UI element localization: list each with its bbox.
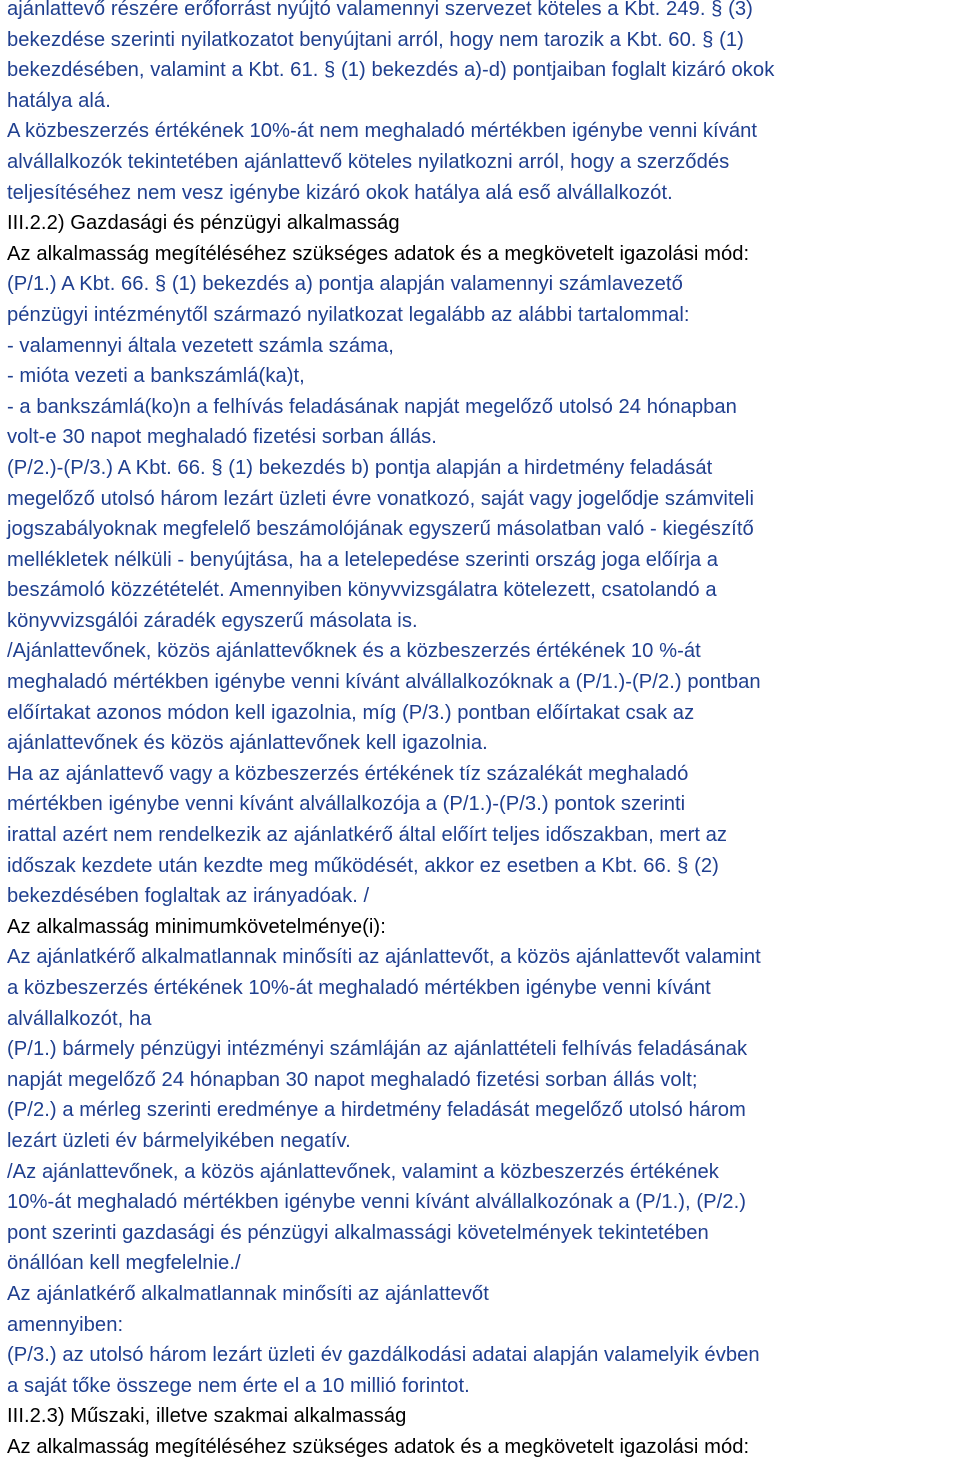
body-text-line: Az ajánlatkérő alkalmatlannak minősíti az ajánlattevőt: [7, 1282, 489, 1305]
body-text-line: volt-e 30 napot meghaladó fizetési sorban állás.: [7, 426, 437, 449]
body-text-line: bekezdésében, valamint a Kbt. 61. § (1) bekezdés a)-d) pontjaiban foglalt kizáró okok: [7, 59, 775, 82]
body-text-line: megelőző utolsó három lezárt üzleti évre vonatkozó, saját vagy jogelődje számviteli: [7, 487, 754, 510]
body-text-line: a saját tőke összege nem érte el a 10 millió forintot.: [7, 1374, 470, 1397]
body-text-line: /Ajánlattevőnek, közös ajánlattevőknek és a közbeszerzés értékének 10 %-át: [7, 640, 701, 663]
body-text-line: 10%-át meghaladó mértékben igénybe venni kívánt alvállalkozónak a (P/1.), (P/2.): [7, 1191, 746, 1214]
body-text-line: (P/3.) az utolsó három lezárt üzleti év gazdálkodási adatai alapján valamelyik évben: [7, 1344, 760, 1367]
body-text-line: időszak kezdete után kezdte meg működését, akkor ez esetben a Kbt. 66. § (2): [7, 854, 719, 877]
body-text-line: beszámoló közzétételét. Amennyiben könyvvizsgálatra kötelezett, csatolandó a: [7, 579, 717, 602]
body-text-line: meghaladó mértékben igénybe venni kívánt alvállalkozóknak a (P/1.)-(P/2.) pontban: [7, 671, 761, 694]
body-text-line: hatálya alá.: [7, 89, 111, 112]
body-text-line: pénzügyi intézménytől származó nyilatkozat legalább az alábbi tartalommal:: [7, 303, 690, 326]
document-page: [7, 0, 957, 1463]
body-text-line: ajánlattevőnek és közös ajánlattevőnek kell igazolnia.: [7, 732, 488, 755]
body-text-line: ajánlattevő részére erőforrást nyújtó valamennyi szervezet köteles a Kbt. 249. § (3): [7, 0, 753, 20]
body-text-line: (P/1.) A Kbt. 66. § (1) bekezdés a) pontja alapján valamennyi számlavezető: [7, 273, 683, 296]
section-heading-line: Az alkalmasság megítéléséhez szükséges adatok és a megkövetelt igazolási mód:: [7, 1435, 750, 1458]
body-text-line: önállóan kell megfelelnie./: [7, 1252, 241, 1275]
body-text-line: - mióta vezeti a bankszámlá(ka)t,: [7, 365, 305, 388]
body-text-line: Az ajánlatkérő alkalmatlannak minősíti az ajánlattevőt, a közös ajánlattevőt valamint: [7, 946, 761, 969]
body-text-line: bekezdése szerinti nyilatkozatot benyújtani arról, hogy nem tarozik a Kbt. 60. § (1): [7, 28, 744, 51]
body-text-line: (P/1.) bármely pénzügyi intézményi számláján az ajánlattételi felhívás feladásának: [7, 1038, 748, 1061]
body-text-line: /Az ajánlattevőnek, a közös ajánlattevőnek, valamint a közbeszerzés értékének: [7, 1160, 719, 1183]
body-text-line: - a bankszámlá(ko)n a felhívás feladásának napját megelőző utolsó 24 hónapban: [7, 395, 737, 418]
body-text-line: pont szerinti gazdasági és pénzügyi alkalmassági követelmények tekintetében: [7, 1221, 709, 1244]
body-text-line: könyvvizsgálói záradék egyszerű másolata is.: [7, 609, 418, 632]
body-text-line: (P/2.)-(P/3.) A Kbt. 66. § (1) bekezdés b) pontja alapján a hirdetmény feladását: [7, 456, 713, 479]
body-text-line: előírtakat azonos módon kell igazolnia, míg (P/3.) pontban előírtakat csak az: [7, 701, 695, 724]
body-text-line: Ha az ajánlattevő vagy a közbeszerzés értékének tíz százalékát meghaladó: [7, 762, 689, 785]
body-text-line: A közbeszerzés értékének 10%-át nem meghaladó mértékben igénybe venni kívánt: [7, 120, 758, 143]
section-heading-line: III.2.2) Gazdasági és pénzügyi alkalmasság: [7, 212, 400, 235]
body-text-line: alvállalkozót, ha: [7, 1007, 152, 1030]
body-text-line: alvállalkozók tekintetében ajánlattevő köteles nyilatkozni arról, hogy a szerződés: [7, 150, 730, 173]
body-text-line: - valamennyi általa vezetett számla száma,: [7, 334, 394, 357]
body-text-line: amennyiben:: [7, 1313, 124, 1336]
body-text-line: irattal azért nem rendelkezik az ajánlatkérő által előírt teljes időszakban, mert az: [7, 824, 728, 847]
section-heading-line: Az alkalmasság minimumkövetelménye(i):: [7, 915, 386, 938]
body-text-line: bekezdésében foglaltak az irányadóak. /: [7, 885, 370, 908]
body-text-line: (P/2.) a mérleg szerinti eredménye a hirdetmény feladását megelőző utolsó három: [7, 1099, 746, 1122]
body-text-line: napját megelőző 24 hónapban 30 napot meghaladó fizetési sorban állás volt;: [7, 1068, 698, 1091]
body-text-line: jogszabályoknak megfelelő beszámolójának egyszerű másolatban való - kiegészítő: [7, 518, 754, 541]
body-text-line: a közbeszerzés értékének 10%-át meghaladó mértékben igénybe venni kívánt: [7, 977, 711, 999]
section-heading-line: III.2.3) Műszaki, illetve szakmai alkalmasság: [7, 1405, 407, 1428]
body-text-line: teljesítéséhez nem vesz igénybe kizáró okok hatálya alá eső alvállalkozót.: [7, 181, 673, 204]
body-text-line: mértékben igénybe venni kívánt alvállalkozója a (P/1.)-(P/3.) pontok szerinti: [7, 793, 686, 816]
body-text-line: lezárt üzleti év bármelyikében negatív.: [7, 1129, 351, 1152]
section-heading-line: Az alkalmasság megítéléséhez szükséges adatok és a megkövetelt igazolási mód:: [7, 242, 750, 265]
body-text-line: mellékletek nélküli - benyújtása, ha a letelepedése szerinti ország joga előírja a: [7, 548, 719, 571]
